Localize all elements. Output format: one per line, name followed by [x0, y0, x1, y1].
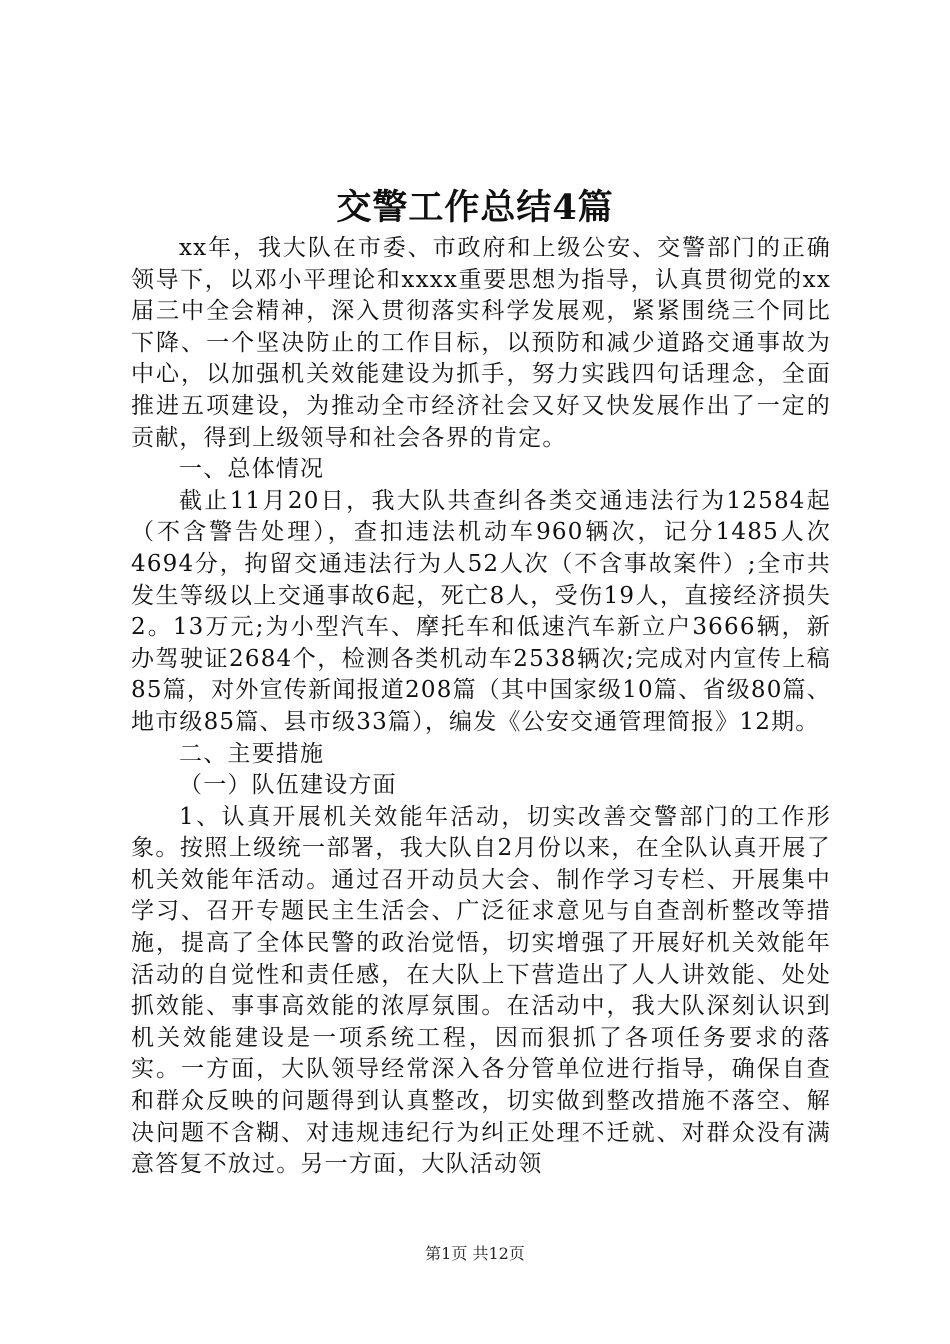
document-body [131, 233, 831, 1181]
section-heading-measures: 二、主要措施 [179, 740, 325, 767]
document-title: 交警工作总结4篇 [336, 187, 614, 228]
team-building-paragraph: 1、认真开展机关效能年活动，切实改善交警部门的工作形象。按照上级统一部署，我大队自2月份以来，在全队认真开展了机关效能年活动。通过召开动员大会、制作学习专栏、开展集中学习、召开专题民主生活会、广泛征求意见与自查剖析整改等措施，提高了全体民警的政治觉悟，切实增强了开展好机关效能年活动的自觉性和责任感，在大队上下营造出了人人讲效能、处处抓效能、事事高效能的浓厚氛围。在活动中，我大队深刻认识到机关效能建设是一项系统工程，因而狠抓了各项任务要求的落实。一方面，大队领导经常深入各分管单位进行指导，确保自查和群众反映的问题得到认真整改，切实做到整改措施不落空、解决问题不含糊、对违规违纪行为纠正处理不迁就、对群众没有满意答复不放过。另一方面，大队活动领 [131, 803, 831, 1178]
subsection-heading-team: （一）队伍建设方面 [179, 772, 397, 799]
overview-paragraph: 截止11月20日，我大队共查纠各类交通违法行为12584起（不含警告处理），查扣违法机动车960辆次，记分1485人次4694分，拘留交通违法行为人52人次（不含事故案件）;全市共发生等级以上交通事故6起，死亡8人，受伤19人，直接经济损失2。13万元;为小型汽车、摩托车和低速汽车新立户3666辆，新办驾驶证2684个，检测各类机动车2538辆次;完成对内宣传上稿85篇，对外宣传新闻报道208篇（其中国家级10篇、省级80篇、地市级85篇、县市级33篇），编发《公安交通管理简报》12期。 [131, 487, 831, 735]
page-footer: 第1页 共12页 [425, 1244, 525, 1263]
section-heading-overview: 一、总体情况 [179, 456, 325, 483]
intro-paragraph: xx年，我大队在市委、市政府和上级公安、交警部门的正确领导下，以邓小平理论和xxxx重要思想为指导，认真贯彻党的xx届三中全会精神，深入贯彻落实科学发展观，紧紧围绕三个同比下降、一个坚决防止的工作目标，以预防和减少道路交通事故为中心，以加强机关效能建设为抓手，努力实践四句话理念，全面推进五项建设，为推动全市经济社会又好又快发展作出了一定的贡献，得到上级领导和社会各界的肯定。 [131, 235, 831, 451]
